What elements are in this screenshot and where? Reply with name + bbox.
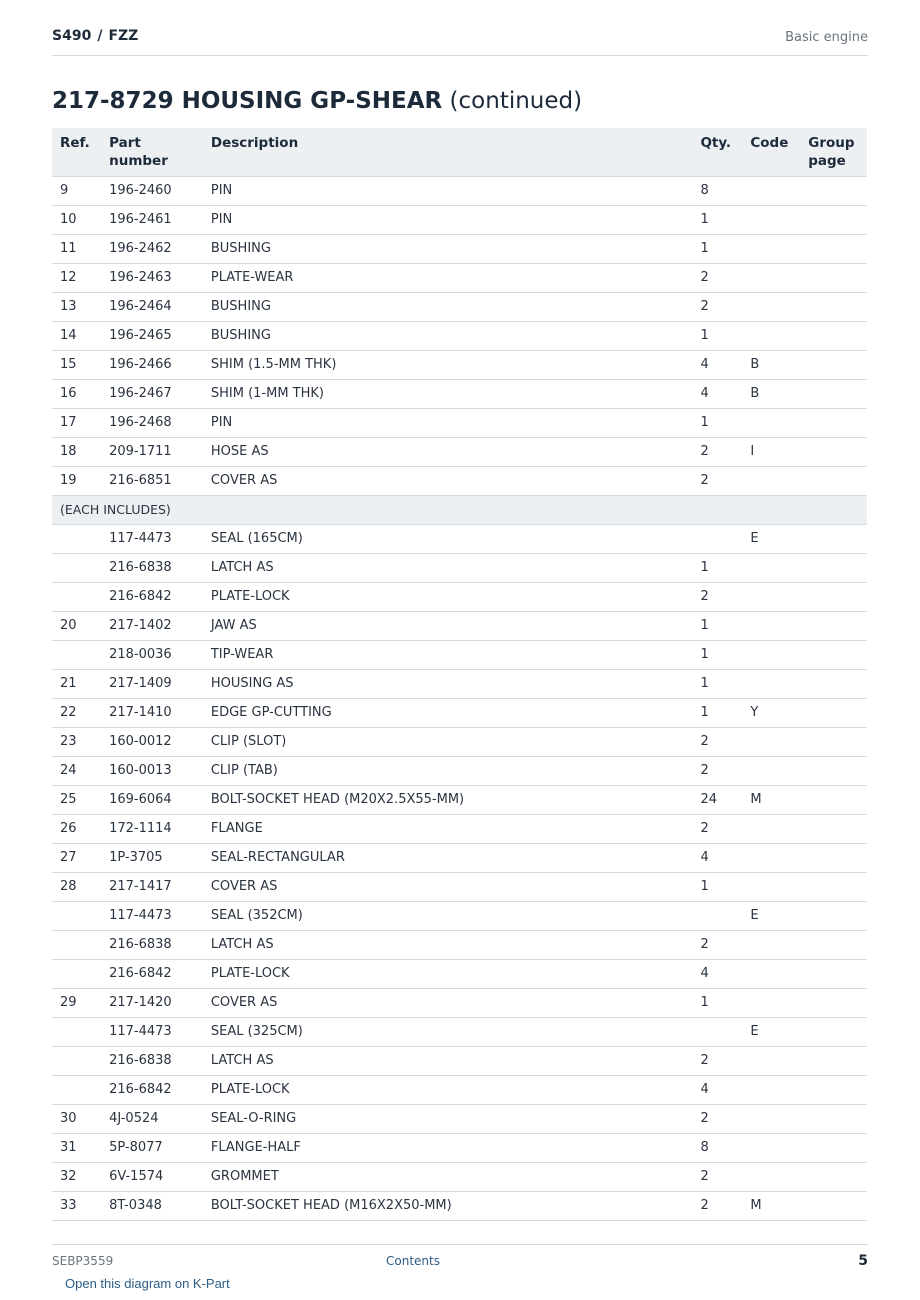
description-cell: LATCH AS bbox=[203, 930, 693, 959]
qty-cell: 2 bbox=[692, 727, 742, 756]
ref-cell: 18 bbox=[52, 437, 101, 466]
part-number-cell: 196-2463 bbox=[101, 263, 203, 292]
page-number: 5 bbox=[858, 1253, 868, 1269]
ref-cell bbox=[52, 582, 101, 611]
qty-cell: 1 bbox=[692, 872, 742, 901]
code-cell bbox=[742, 1046, 800, 1075]
ref-cell: 14 bbox=[52, 321, 101, 350]
code-cell bbox=[742, 727, 800, 756]
group-page-cell bbox=[800, 1133, 867, 1162]
table-row bbox=[52, 321, 867, 350]
part-number-cell: 160-0012 bbox=[101, 727, 203, 756]
part-number-cell: 172-1114 bbox=[101, 814, 203, 843]
table-row bbox=[52, 930, 867, 959]
part-number-cell: 216-6838 bbox=[101, 930, 203, 959]
description-cell: EDGE GP-CUTTING bbox=[203, 698, 693, 727]
breadcrumb bbox=[52, 28, 138, 44]
part-number-cell: 217-1410 bbox=[101, 698, 203, 727]
qty-cell: 2 bbox=[692, 437, 742, 466]
code-cell bbox=[742, 1104, 800, 1133]
description-cell: SEAL-O-RING bbox=[203, 1104, 693, 1133]
ref-cell: 17 bbox=[52, 408, 101, 437]
table-row bbox=[52, 1133, 867, 1162]
part-number-cell: 217-1409 bbox=[101, 669, 203, 698]
code-cell: E bbox=[742, 1017, 800, 1046]
qty-cell: 2 bbox=[692, 1104, 742, 1133]
group-page-cell bbox=[800, 321, 867, 350]
table-row bbox=[52, 1046, 867, 1075]
table-row bbox=[52, 379, 867, 408]
table-row bbox=[52, 640, 867, 669]
code-cell: I bbox=[742, 437, 800, 466]
code-cell bbox=[742, 553, 800, 582]
part-number-cell: 218-0036 bbox=[101, 640, 203, 669]
ref-cell: 29 bbox=[52, 988, 101, 1017]
qty-cell: 1 bbox=[692, 640, 742, 669]
table-row bbox=[52, 350, 867, 379]
code-cell bbox=[742, 408, 800, 437]
description-cell: BUSHING bbox=[203, 234, 693, 263]
part-number-cell: 160-0013 bbox=[101, 756, 203, 785]
group-page-cell bbox=[800, 669, 867, 698]
qty-cell: 2 bbox=[692, 1046, 742, 1075]
qty-cell: 1 bbox=[692, 321, 742, 350]
part-number-cell: 6V-1574 bbox=[101, 1162, 203, 1191]
group-page-cell bbox=[800, 1075, 867, 1104]
code-cell bbox=[742, 640, 800, 669]
col-description: Description bbox=[203, 128, 693, 176]
ref-cell: 27 bbox=[52, 843, 101, 872]
description-cell: SHIM (1-MM THK) bbox=[203, 379, 693, 408]
description-cell: BUSHING bbox=[203, 292, 693, 321]
qty-cell: 4 bbox=[692, 1075, 742, 1104]
code-cell: E bbox=[742, 524, 800, 553]
code-cell bbox=[742, 292, 800, 321]
description-cell: HOUSING AS bbox=[203, 669, 693, 698]
group-page-cell bbox=[800, 1191, 867, 1220]
ref-cell: 9 bbox=[52, 176, 101, 205]
table-row bbox=[52, 901, 867, 930]
part-number-cell: 196-2467 bbox=[101, 379, 203, 408]
group-page-cell bbox=[800, 756, 867, 785]
ref-cell bbox=[52, 1075, 101, 1104]
group-page-cell bbox=[800, 524, 867, 553]
code-cell: B bbox=[742, 379, 800, 408]
title-suffix: (continued) bbox=[449, 88, 583, 114]
ref-cell bbox=[52, 640, 101, 669]
table-row bbox=[52, 1075, 867, 1104]
group-page-cell bbox=[800, 466, 867, 495]
code-cell: M bbox=[742, 1191, 800, 1220]
description-cell: PLATE-WEAR bbox=[203, 263, 693, 292]
description-cell: PIN bbox=[203, 176, 693, 205]
part-number-cell: 216-6842 bbox=[101, 582, 203, 611]
includes-label: (EACH INCLUDES) bbox=[52, 495, 867, 524]
group-page-cell bbox=[800, 176, 867, 205]
section-name: Basic engine bbox=[785, 30, 868, 45]
ref-cell bbox=[52, 1046, 101, 1075]
contents-link[interactable]: Contents bbox=[386, 1254, 440, 1268]
code-cell bbox=[742, 872, 800, 901]
qty-cell: 2 bbox=[692, 582, 742, 611]
code-cell bbox=[742, 263, 800, 292]
qty-cell: 2 bbox=[692, 1162, 742, 1191]
description-cell: SHIM (1.5-MM THK) bbox=[203, 350, 693, 379]
code-cell bbox=[742, 988, 800, 1017]
page-title bbox=[52, 88, 582, 114]
qty-cell: 4 bbox=[692, 350, 742, 379]
qty-cell: 1 bbox=[692, 698, 742, 727]
table-row bbox=[52, 756, 867, 785]
parts-table-body bbox=[52, 176, 867, 1220]
group-page-cell bbox=[800, 1162, 867, 1191]
table-row bbox=[52, 263, 867, 292]
ref-cell bbox=[52, 524, 101, 553]
code-cell bbox=[742, 959, 800, 988]
description-cell: SEAL-RECTANGULAR bbox=[203, 843, 693, 872]
description-cell: BUSHING bbox=[203, 321, 693, 350]
description-cell: LATCH AS bbox=[203, 553, 693, 582]
qty-cell: 2 bbox=[692, 1191, 742, 1220]
ref-cell: 26 bbox=[52, 814, 101, 843]
qty-cell: 2 bbox=[692, 263, 742, 292]
part-number-cell: 8T-0348 bbox=[101, 1191, 203, 1220]
part-number-cell: 216-6838 bbox=[101, 1046, 203, 1075]
ref-cell: 22 bbox=[52, 698, 101, 727]
group-page-cell bbox=[800, 408, 867, 437]
code-cell bbox=[742, 176, 800, 205]
qty-cell bbox=[692, 901, 742, 930]
description-cell: SEAL (165CM) bbox=[203, 524, 693, 553]
col-part-number: Part number bbox=[101, 128, 203, 176]
group-page-cell bbox=[800, 1046, 867, 1075]
description-cell: SEAL (352CM) bbox=[203, 901, 693, 930]
qty-cell: 1 bbox=[692, 205, 742, 234]
model-label: S490 bbox=[52, 28, 92, 44]
qty-cell: 24 bbox=[692, 785, 742, 814]
part-number-cell: 216-6842 bbox=[101, 1075, 203, 1104]
ref-cell bbox=[52, 1017, 101, 1046]
description-cell: TIP-WEAR bbox=[203, 640, 693, 669]
col-qty: Qty. bbox=[692, 128, 742, 176]
qty-cell: 1 bbox=[692, 669, 742, 698]
qty-cell: 2 bbox=[692, 814, 742, 843]
ref-cell bbox=[52, 901, 101, 930]
table-row bbox=[52, 959, 867, 988]
part-number-cell: 196-2460 bbox=[101, 176, 203, 205]
part-number-cell: 217-1417 bbox=[101, 872, 203, 901]
code-cell bbox=[742, 466, 800, 495]
part-number-cell: 196-2462 bbox=[101, 234, 203, 263]
group-page-cell bbox=[800, 582, 867, 611]
ref-cell: 33 bbox=[52, 1191, 101, 1220]
description-cell: PLATE-LOCK bbox=[203, 1075, 693, 1104]
qty-cell bbox=[692, 524, 742, 553]
group-page-cell bbox=[800, 553, 867, 582]
part-number-cell: 169-6064 bbox=[101, 785, 203, 814]
part-number-cell: 196-2464 bbox=[101, 292, 203, 321]
group-page-cell bbox=[800, 930, 867, 959]
part-number-cell: 209-1711 bbox=[101, 437, 203, 466]
description-cell: GROMMET bbox=[203, 1162, 693, 1191]
qty-cell: 4 bbox=[692, 379, 742, 408]
group-page-cell bbox=[800, 872, 867, 901]
group-page-cell bbox=[800, 640, 867, 669]
code-cell bbox=[742, 321, 800, 350]
code-cell: B bbox=[742, 350, 800, 379]
ref-cell: 28 bbox=[52, 872, 101, 901]
col-group-page: Group page bbox=[800, 128, 867, 176]
ref-cell: 10 bbox=[52, 205, 101, 234]
part-number-cell: 196-2466 bbox=[101, 350, 203, 379]
qty-cell: 4 bbox=[692, 959, 742, 988]
part-number-cell: 217-1402 bbox=[101, 611, 203, 640]
part-number-cell: 216-6838 bbox=[101, 553, 203, 582]
description-cell: CLIP (SLOT) bbox=[203, 727, 693, 756]
group-page-cell bbox=[800, 350, 867, 379]
ref-cell: 30 bbox=[52, 1104, 101, 1133]
code-cell: Y bbox=[742, 698, 800, 727]
part-number-cell: 196-2465 bbox=[101, 321, 203, 350]
table-row bbox=[52, 669, 867, 698]
code-cell bbox=[742, 205, 800, 234]
group-page-cell bbox=[800, 901, 867, 930]
ref-cell bbox=[52, 959, 101, 988]
description-cell: JAW AS bbox=[203, 611, 693, 640]
table-row bbox=[52, 727, 867, 756]
table-row bbox=[52, 1191, 867, 1220]
ref-cell: 15 bbox=[52, 350, 101, 379]
ref-cell: 12 bbox=[52, 263, 101, 292]
group-page-cell bbox=[800, 1104, 867, 1133]
description-cell: LATCH AS bbox=[203, 1046, 693, 1075]
table-row bbox=[52, 176, 867, 205]
table-row bbox=[52, 872, 867, 901]
group-page-cell bbox=[800, 437, 867, 466]
part-number-cell: 217-1420 bbox=[101, 988, 203, 1017]
kpart-link[interactable]: Open this diagram on K-Part bbox=[65, 1276, 230, 1291]
table-row bbox=[52, 408, 867, 437]
table-row bbox=[52, 611, 867, 640]
table-row bbox=[52, 234, 867, 263]
qty-cell: 8 bbox=[692, 1133, 742, 1162]
ref-cell: 13 bbox=[52, 292, 101, 321]
table-row bbox=[52, 292, 867, 321]
description-cell: PLATE-LOCK bbox=[203, 582, 693, 611]
qty-cell: 8 bbox=[692, 176, 742, 205]
document-id: SEBP3559 bbox=[52, 1254, 114, 1268]
code-cell bbox=[742, 814, 800, 843]
group-page-cell bbox=[800, 727, 867, 756]
ref-cell: 16 bbox=[52, 379, 101, 408]
description-cell: COVER AS bbox=[203, 466, 693, 495]
code-cell bbox=[742, 843, 800, 872]
qty-cell: 1 bbox=[692, 553, 742, 582]
page-footer bbox=[52, 1244, 868, 1269]
group-page-cell bbox=[800, 1017, 867, 1046]
description-cell: PIN bbox=[203, 205, 693, 234]
group-page-cell bbox=[800, 263, 867, 292]
table-row bbox=[52, 582, 867, 611]
ref-cell: 20 bbox=[52, 611, 101, 640]
qty-cell: 1 bbox=[692, 234, 742, 263]
parts-table bbox=[52, 128, 867, 1221]
part-number-cell: 117-4473 bbox=[101, 901, 203, 930]
code-cell bbox=[742, 1075, 800, 1104]
ref-cell: 23 bbox=[52, 727, 101, 756]
description-cell: PIN bbox=[203, 408, 693, 437]
group-page-cell bbox=[800, 814, 867, 843]
table-row bbox=[52, 553, 867, 582]
code-cell bbox=[742, 1133, 800, 1162]
description-cell: FLANGE bbox=[203, 814, 693, 843]
qty-cell: 2 bbox=[692, 466, 742, 495]
table-row bbox=[52, 698, 867, 727]
code-cell: E bbox=[742, 901, 800, 930]
table-row bbox=[52, 437, 867, 466]
title-main: 217-8729 HOUSING GP-SHEAR bbox=[52, 88, 443, 114]
group-page-cell bbox=[800, 292, 867, 321]
qty-cell: 1 bbox=[692, 611, 742, 640]
part-number-cell: 117-4473 bbox=[101, 524, 203, 553]
table-row bbox=[52, 1017, 867, 1046]
description-cell: HOSE AS bbox=[203, 437, 693, 466]
code-cell bbox=[742, 1162, 800, 1191]
code-cell bbox=[742, 756, 800, 785]
part-number-cell: 216-6842 bbox=[101, 959, 203, 988]
part-number-cell: 196-2468 bbox=[101, 408, 203, 437]
group-page-cell bbox=[800, 234, 867, 263]
group-page-cell bbox=[800, 611, 867, 640]
code-cell bbox=[742, 930, 800, 959]
page-header bbox=[52, 28, 868, 56]
code-cell bbox=[742, 582, 800, 611]
description-cell: BOLT-SOCKET HEAD (M20X2.5X55-MM) bbox=[203, 785, 693, 814]
code-cell bbox=[742, 611, 800, 640]
ref-cell: 19 bbox=[52, 466, 101, 495]
code-cell bbox=[742, 669, 800, 698]
part-number-cell: 5P-8077 bbox=[101, 1133, 203, 1162]
qty-cell: 2 bbox=[692, 756, 742, 785]
description-cell: BOLT-SOCKET HEAD (M16X2X50-MM) bbox=[203, 1191, 693, 1220]
part-number-cell: 4J-0524 bbox=[101, 1104, 203, 1133]
description-cell: COVER AS bbox=[203, 872, 693, 901]
includes-row bbox=[52, 495, 867, 524]
part-number-cell: 216-6851 bbox=[101, 466, 203, 495]
description-cell: COVER AS bbox=[203, 988, 693, 1017]
group-page-cell bbox=[800, 205, 867, 234]
table-row bbox=[52, 988, 867, 1017]
part-number-cell: 196-2461 bbox=[101, 205, 203, 234]
part-number-cell: 117-4473 bbox=[101, 1017, 203, 1046]
qty-cell: 2 bbox=[692, 292, 742, 321]
description-cell: SEAL (325CM) bbox=[203, 1017, 693, 1046]
breadcrumb-separator: / bbox=[97, 28, 103, 44]
group-page-cell bbox=[800, 988, 867, 1017]
table-row bbox=[52, 814, 867, 843]
serial-prefix-label: FZZ bbox=[108, 28, 139, 44]
col-ref: Ref. bbox=[52, 128, 101, 176]
ref-cell: 11 bbox=[52, 234, 101, 263]
ref-cell bbox=[52, 930, 101, 959]
description-cell: CLIP (TAB) bbox=[203, 756, 693, 785]
code-cell bbox=[742, 234, 800, 263]
ref-cell: 25 bbox=[52, 785, 101, 814]
group-page-cell bbox=[800, 379, 867, 408]
qty-cell: 2 bbox=[692, 930, 742, 959]
ref-cell: 31 bbox=[52, 1133, 101, 1162]
code-cell: M bbox=[742, 785, 800, 814]
table-row bbox=[52, 785, 867, 814]
table-row bbox=[52, 466, 867, 495]
qty-cell bbox=[692, 1017, 742, 1046]
description-cell: FLANGE-HALF bbox=[203, 1133, 693, 1162]
group-page-cell bbox=[800, 785, 867, 814]
qty-cell: 1 bbox=[692, 988, 742, 1017]
qty-cell: 1 bbox=[692, 408, 742, 437]
part-number-cell: 1P-3705 bbox=[101, 843, 203, 872]
group-page-cell bbox=[800, 959, 867, 988]
ref-cell: 21 bbox=[52, 669, 101, 698]
table-row bbox=[52, 524, 867, 553]
table-row bbox=[52, 1162, 867, 1191]
table-row bbox=[52, 205, 867, 234]
parts-table-header bbox=[52, 128, 867, 176]
table-row bbox=[52, 843, 867, 872]
description-cell: PLATE-LOCK bbox=[203, 959, 693, 988]
qty-cell: 4 bbox=[692, 843, 742, 872]
table-row bbox=[52, 1104, 867, 1133]
group-page-cell bbox=[800, 843, 867, 872]
group-page-cell bbox=[800, 698, 867, 727]
ref-cell bbox=[52, 553, 101, 582]
col-code: Code bbox=[742, 128, 800, 176]
ref-cell: 32 bbox=[52, 1162, 101, 1191]
header-row bbox=[52, 128, 867, 176]
ref-cell: 24 bbox=[52, 756, 101, 785]
